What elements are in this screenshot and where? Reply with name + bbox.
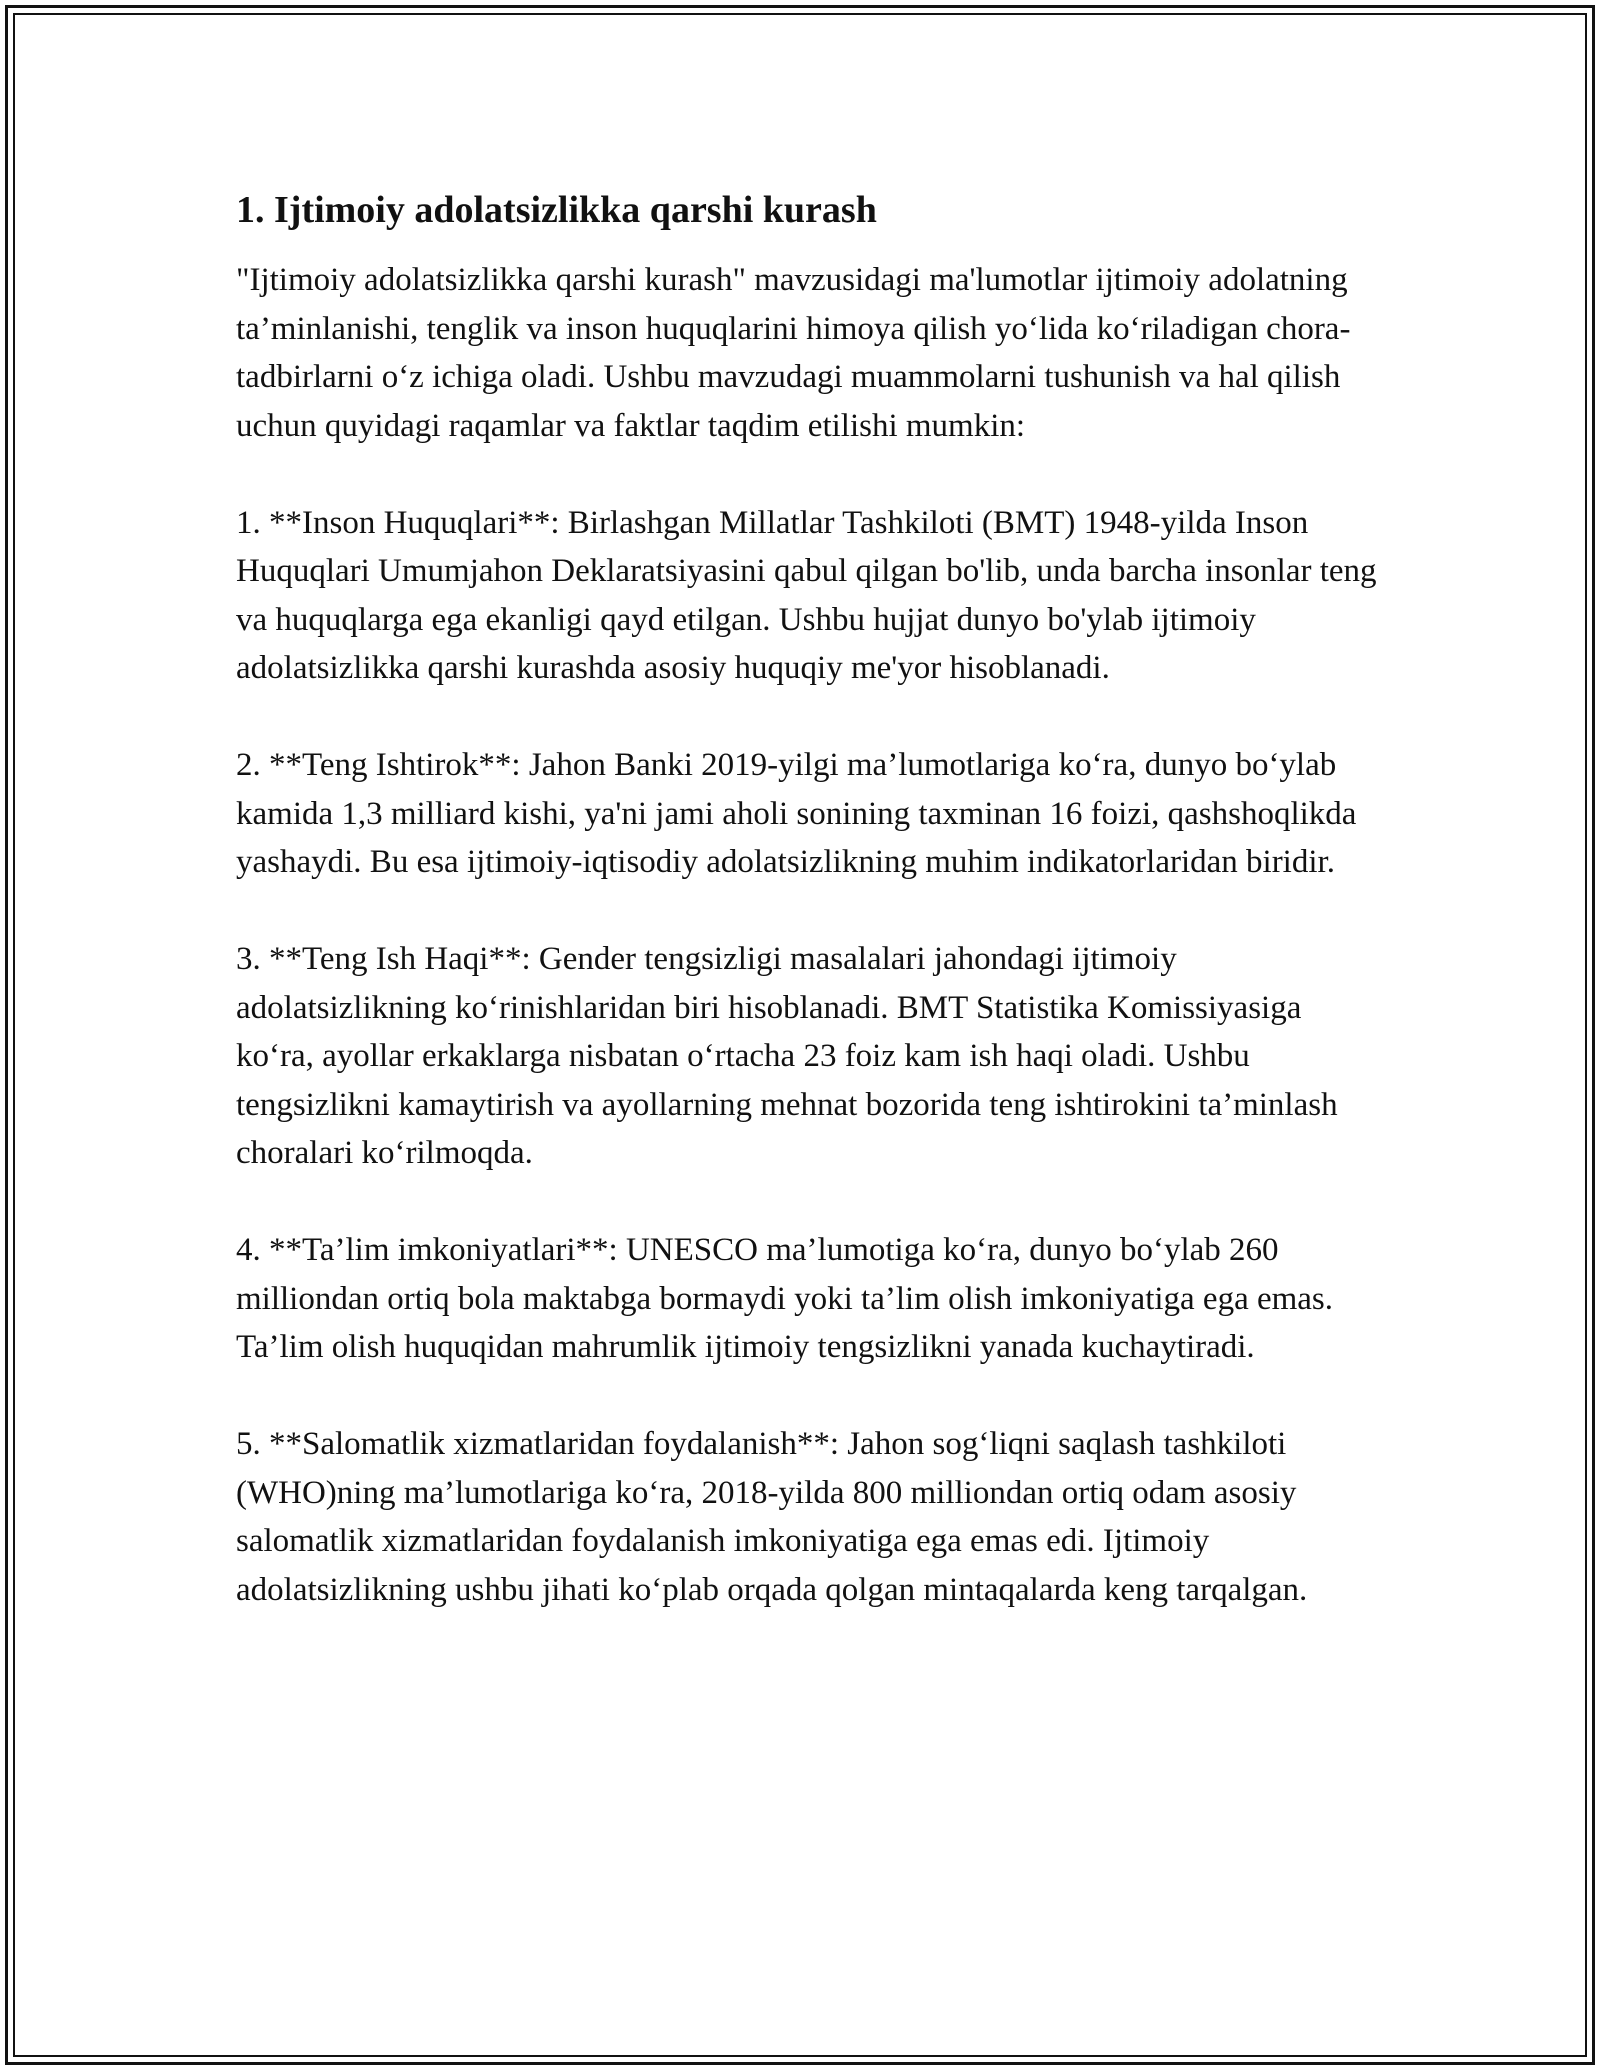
document-title: 1. Ijtimoiy adolatsizlikka qarshi kurash [236,189,877,231]
intro-paragraph: "Ijtimoiy adolatsizlikka qarshi kurash" mavzusidagi ma'lumotlar ijtimoiy adolatning ta’minlanishi, tenglik va inson huquqlarini himoya qilish yo‘lida ko‘riladigan chora-tadbirlarni o‘z ichiga oladi. Ushbu mavzudagi muammolarni tushunish va hal qilish uchun quyidagi raqamlar va faktlar taqdim etilishi mumkin: [236,262,1351,444]
list-item-health-services: 5. **Salomatlik xizmatlaridan foydalanish**: Jahon sog‘liqni saqlash tashkiloti (WHO)ning ma’lumotlariga ko‘ra, 2018-yilda 800 milliondan ortiq odam asosiy salomatlik xizmatlaridan foydalanish imkoniyatiga ega emas edi. Ijtimoiy adolatsizlikning ushbu jihati ko‘plab orqada qolgan mintaqalarda keng tarqalgan. [236,1426,1308,1608]
document-body [236,186,1386,1663]
list-item-equal-participation: 2. **Teng Ishtirok**: Jahon Banki 2019-yilgi ma’lumotlariga ko‘ra, dunyo bo‘ylab kamida 1,3 milliard kishi, ya'ni jami aholi sonining taxminan 16 foizi, qashshoqlikda yashaydi. Bu esa ijtimoiy-iqtisodiy adolatsizlikning muhim indikatorlaridan biridir. [236,747,1357,880]
list-item-education: 4. **Ta’lim imkoniyatlari**: UNESCO ma’lumotiga ko‘ra, dunyo bo‘ylab 260 milliondan ortiq bola maktabga bormaydi yoki ta’lim olish imkoniyatiga ega emas. Ta’lim olish huquqidan mahrumlik ijtimoiy tengsizlikni yanada kuchaytiradi. [236,1232,1334,1365]
list-item-equal-pay: 3. **Teng Ish Haqi**: Gender tengsizligi masalalari jahondagi ijtimoiy adolatsizlikning ko‘rinishlaridan biri hisoblanadi. BMT Statistika Komissiyasiga ko‘ra, ayollar erkaklarga nisbatan o‘rtacha 23 foiz kam ish haqi oladi. Ushbu tengsizlikni kamaytirish va ayollarning mehnat bozorida teng ishtirokini ta’minlash choralari ko‘rilmoqda. [236,941,1338,1171]
list-item-human-rights: 1. **Inson Huquqlari**: Birlashgan Millatlar Tashkiloti (BMT) 1948-yilda Inson Huquqlari Umumjahon Deklaratsiyasini qabul qilgan bo'lib, unda barcha insonlar teng va huquqlarga ega ekanligi qayd etilgan. Ushbu hujjat dunyo bo'ylab ijtimoiy adolatsizlikka qarshi kurashda asosiy huquqiy me'yor hisoblanadi. [236,504,1377,686]
